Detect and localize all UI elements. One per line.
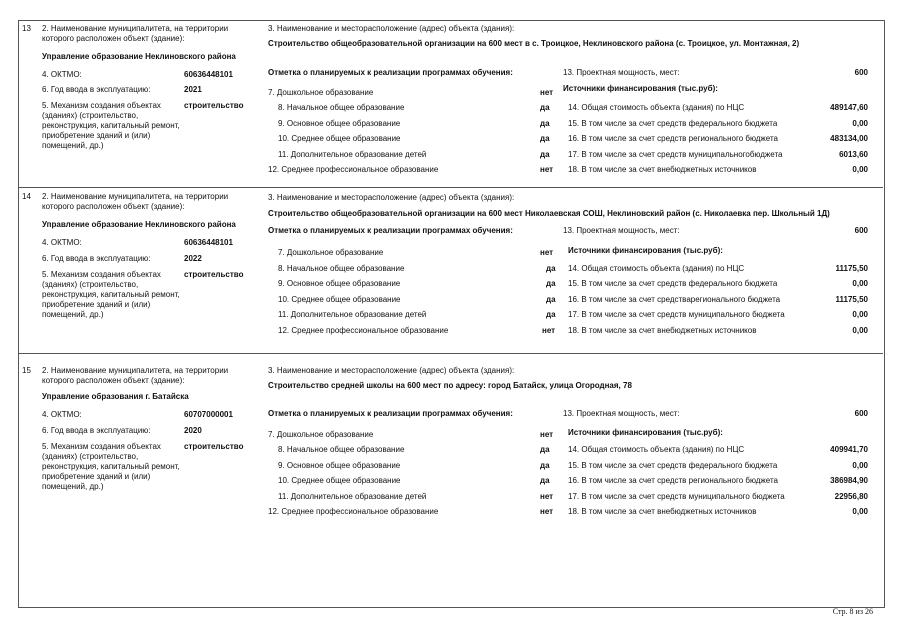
oktmo-label: 4. ОКТМО: [42, 70, 82, 79]
finance-label: 17. В том числе за счет средств муниципальногобюджета [568, 150, 783, 159]
program-label: 9. Основное общее образование [278, 119, 401, 128]
program-label: 8. Начальное общее образование [278, 103, 405, 112]
object-name-label: 3. Наименование и месторасположение (адрес) объекта (здания): [268, 366, 515, 375]
finance-label: 18. В том числе за счет внебюджетных источников [568, 507, 757, 516]
finance-label: 15. В том числе за счет средств федерального бюджета [568, 119, 778, 128]
year-value: 2022 [184, 254, 202, 263]
program-value: да [540, 150, 550, 159]
financing-heading: Источники финансирования (тыс.руб): [568, 428, 723, 437]
program-value: да [540, 119, 550, 128]
object-block [18, 354, 883, 606]
program-value: да [540, 476, 550, 485]
program-label: 9. Основное общее образование [278, 461, 401, 470]
municipality-value: Управление образования г. Батайска [42, 392, 189, 401]
finance-value: 0,00 [852, 461, 868, 470]
year-value: 2021 [184, 85, 202, 94]
page-number: Стр. 8 из 26 [832, 607, 873, 616]
row-number: 13 [22, 24, 31, 33]
finance-value: 11175,50 [835, 264, 868, 273]
program-label: 8. Начальное общее образование [278, 445, 405, 454]
mechanism-label: 5. Механизм создания объектах (зданиях) (строительство, реконструкция, капитальный ремонт, приобретение зданий и (или) помещений, др.) [42, 101, 180, 150]
mechanism-value: строительство [184, 101, 244, 110]
program-value: да [546, 310, 556, 319]
program-value: да [540, 134, 550, 143]
program-label: 7. Дошкольное образование [278, 248, 384, 257]
financing-heading: Источники финансирования (тыс.руб): [568, 246, 723, 255]
program-value: да [540, 461, 550, 470]
mechanism-label: 5. Механизм создания объектах (зданиях) (строительство, реконструкция, капитальный ремонт, приобретение зданий и (или) помещений, др.) [42, 442, 180, 491]
program-value: да [546, 264, 556, 273]
finance-value: 489147,60 [830, 103, 868, 112]
program-label: 11. Дополнительное образование детей [278, 310, 427, 319]
program-label: 10. Среднее общее образование [278, 476, 401, 485]
capacity-value: 600 [854, 68, 868, 77]
program-label: 7. Дошкольное образование [268, 430, 374, 439]
program-label: 9. Основное общее образование [278, 279, 401, 288]
program-label: 12. Среднее профессиональное образование [268, 165, 439, 174]
object-name-value: Строительство общеобразовательной организации на 600 мест Николаевская СОШ, Неклиновский район (с. Николаевка пер. Школьный 1Д) [268, 209, 830, 218]
program-label: 8. Начальное общее образование [278, 264, 405, 273]
finance-label: 16. В том числе за счет средств регионального бюджета [568, 134, 778, 143]
finance-label: 18. В том числе за счет внебюджетных источников [568, 326, 757, 335]
finance-value: 386984,90 [830, 476, 868, 485]
finance-label: 15. В том числе за счет средств федерального бюджета [568, 279, 778, 288]
capacity-value: 600 [854, 409, 868, 418]
programs-heading: Отметка о планируемых к реализации программах обучения: [268, 226, 513, 235]
finance-value: 0,00 [852, 279, 868, 288]
year-label: 6. Год ввода в эксплуатацию: [42, 85, 151, 94]
year-label: 6. Год ввода в эксплуатацию: [42, 426, 151, 435]
program-value: нет [542, 326, 556, 335]
row-number: 14 [22, 192, 31, 201]
program-value: нет [540, 88, 554, 97]
program-label: 11. Дополнительное образование детей [278, 492, 427, 501]
program-value: нет [540, 430, 554, 439]
program-value: нет [540, 165, 554, 174]
municipality-value: Управление образование Неклиновского района [42, 52, 236, 61]
program-value: да [540, 445, 550, 454]
program-value: да [546, 295, 556, 304]
capacity-label: 13. Проектная мощность, мест: [563, 226, 680, 235]
program-value: да [540, 103, 550, 112]
program-label: 12. Среднее профессиональное образование [278, 326, 449, 335]
year-value: 2020 [184, 426, 202, 435]
capacity-label: 13. Проектная мощность, мест: [563, 409, 680, 418]
program-label: 7. Дошкольное образование [268, 88, 374, 97]
object-name-label: 3. Наименование и месторасположение (адрес) объекта (здания): [268, 24, 515, 33]
object-name-label: 3. Наименование и месторасположение (адрес) объекта (здания): [268, 193, 515, 202]
finance-label: 16. В том числе за счет средстварегионального бюджета [568, 295, 781, 304]
row-number: 15 [22, 366, 31, 375]
program-value: да [546, 279, 556, 288]
program-value: нет [540, 248, 554, 257]
oktmo-value: 60636448101 [184, 238, 233, 247]
program-label: 10. Среднее общее образование [278, 295, 401, 304]
mechanism-label: 5. Механизм создания объектах (зданиях) (строительство, реконструкция, капитальный ремонт, приобретение зданий и (или) помещений, др.) [42, 270, 180, 319]
finance-value: 11175,50 [835, 295, 868, 304]
finance-value: 0,00 [852, 326, 868, 335]
finance-label: 14. Общая стоимость объекта (здания) по НЦС [568, 103, 745, 112]
municipality-label: 2. Наименование муниципалитета, на территории которого расположен объект (здание): [42, 192, 229, 211]
year-label: 6. Год ввода в эксплуатацию: [42, 254, 151, 263]
program-label: 10. Среднее общее образование [278, 134, 401, 143]
finance-value: 483134,00 [830, 134, 868, 143]
oktmo-label: 4. ОКТМО: [42, 238, 82, 247]
object-block [18, 20, 883, 188]
finance-value: 22956,80 [834, 492, 868, 501]
finance-value: 0,00 [852, 119, 868, 128]
finance-label: 18. В том числе за счет внебюджетных источников [568, 165, 757, 174]
municipality-value: Управление образование Неклиновского района [42, 220, 236, 229]
capacity-value: 600 [854, 226, 868, 235]
program-value: нет [540, 507, 554, 516]
finance-value: 409941,70 [830, 445, 868, 454]
oktmo-value: 60707000001 [184, 410, 233, 419]
finance-value: 6013,60 [839, 150, 868, 159]
program-label: 11. Дополнительное образование детей [278, 150, 427, 159]
finance-label: 16. В том числе за счет средств регионального бюджета [568, 476, 778, 485]
finance-label: 17. В том числе за счет средств муниципального бюджета [568, 492, 785, 501]
programs-heading: Отметка о планируемых к реализации программах обучения: [268, 68, 513, 77]
finance-label: 14. Общая стоимость объекта (здания) по НЦС [568, 445, 745, 454]
programs-heading: Отметка о планируемых к реализации программах обучения: [268, 409, 513, 418]
mechanism-value: строительство [184, 270, 244, 279]
object-name-value: Строительство средней школы на 600 мест по адресу: город Батайск, улица Огородная, 78 [268, 381, 632, 390]
financing-heading: Источники финансирования (тыс.руб): [563, 84, 718, 93]
oktmo-value: 60636448101 [184, 70, 233, 79]
oktmo-label: 4. ОКТМО: [42, 410, 82, 419]
finance-value: 0,00 [852, 165, 868, 174]
program-value: нет [540, 492, 554, 501]
finance-label: 14. Общая стоимость объекта (здания) по НЦС [568, 264, 745, 273]
municipality-label: 2. Наименование муниципалитета, на территории которого расположен объект (здание): [42, 24, 229, 43]
capacity-label: 13. Проектная мощность, мест: [563, 68, 680, 77]
object-name-value: Строительство общеобразовательной организации на 600 мест в с. Троицкое, Неклиновского района (с. Троицкое, ул. Монтажная, 2) [268, 39, 800, 48]
mechanism-value: строительство [184, 442, 244, 451]
finance-value: 0,00 [852, 310, 868, 319]
finance-label: 15. В том числе за счет средств федерального бюджета [568, 461, 778, 470]
object-block [18, 188, 883, 354]
program-label: 12. Среднее профессиональное образование [268, 507, 439, 516]
finance-value: 0,00 [852, 507, 868, 516]
municipality-label: 2. Наименование муниципалитета, на территории которого расположен объект (здание): [42, 366, 229, 385]
finance-label: 17. В том числе за счет средств муниципального бюджета [568, 310, 785, 319]
